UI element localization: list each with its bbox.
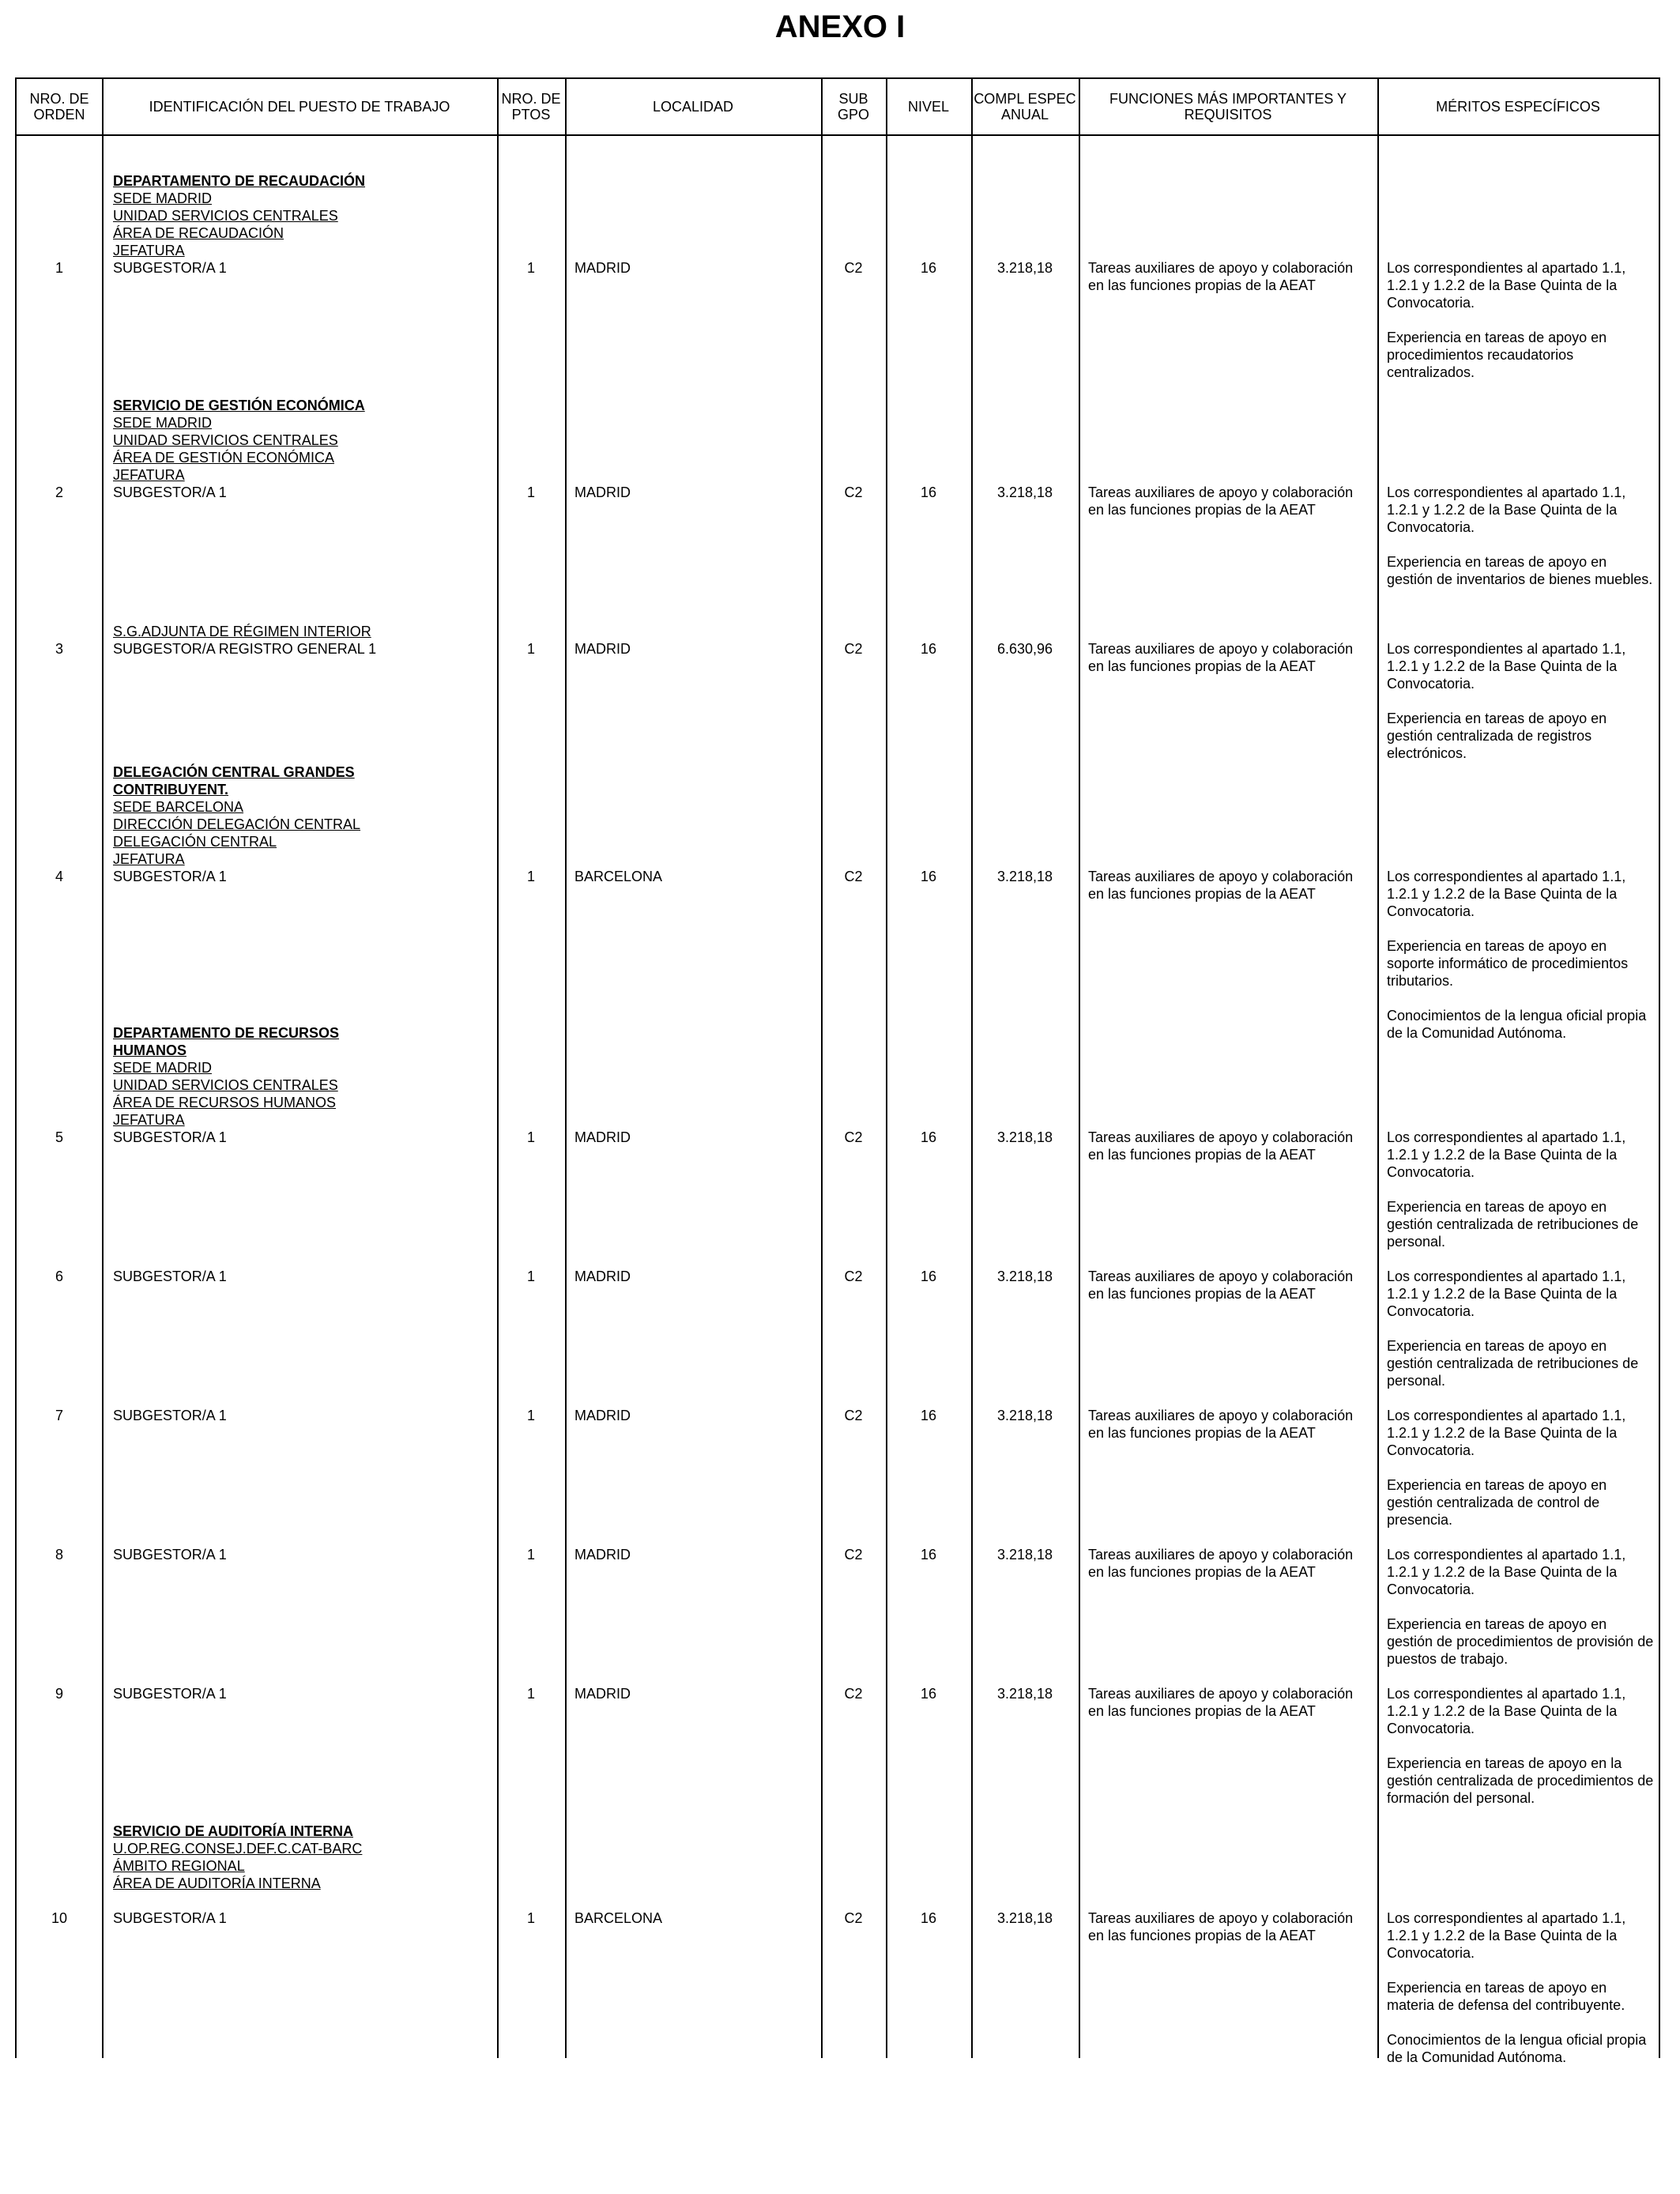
unit-line: JEFATURA [113,467,185,483]
column-divider [821,79,823,2058]
cell-orden: 2 [55,484,63,500]
cell-nivel: 16 [920,1686,937,1702]
unit-line: SEDE MADRID [113,190,213,206]
unit-heading: SERVICIO DE AUDITORÍA INTERNA [113,1823,354,1839]
cell-ptos: 1 [526,1408,535,1423]
cell-localidad: BARCELONA [574,1910,663,1926]
unit-line: JEFATURA [113,1112,185,1128]
cell-ptos: 1 [526,260,535,276]
merit-paragraph: Los correspondientes al apartado 1.1, 1.2.1 y 1.2.2 de la Base Quinta de la Convocatoria. [1387,1129,1626,1180]
cell-subgpo: C2 [844,1686,863,1702]
header-nivel: NIVEL [907,99,950,115]
merit-paragraph: Experiencia en tareas de apoyo en la gestión centralizada de procedimientos de formación del personal. [1387,1755,1654,1806]
cell-ptos: 1 [526,1269,535,1284]
unit-line: UNIDAD SERVICIOS CENTRALES [113,1077,338,1093]
cell-subgpo: C2 [844,1129,863,1145]
cell-nivel: 16 [920,260,937,276]
merit-paragraph: Los correspondientes al apartado 1.1, 1.2.1 y 1.2.2 de la Base Quinta de la Convocatoria. [1387,1910,1626,1961]
puesto-name: SUBGESTOR/A 1 [113,1686,227,1702]
cell-localidad: MADRID [574,1547,631,1563]
cell-nivel: 16 [920,1408,937,1423]
unit-heading: DEPARTAMENTO DE RECURSOS HUMANOS [113,1025,340,1058]
page-title: ANEXO I [774,9,906,44]
cell-nivel: 16 [920,1910,937,1926]
cell-compl: 6.630,96 [996,641,1053,657]
column-divider [497,79,499,2058]
unit-line: UNIDAD SERVICIOS CENTRALES [113,432,338,448]
cell-subgpo: C2 [844,484,863,500]
cell-meritos [1387,1407,1656,1546]
cell-localidad: MADRID [574,1686,631,1702]
table-header [17,79,1659,136]
cell-funciones: Tareas auxiliares de apoyo y colaboración en las funciones propias de la AEAT [1088,1408,1354,1441]
merit-paragraph: Los correspondientes al apartado 1.1, 1.2.1 y 1.2.2 de la Base Quinta de la Convocatoria. [1387,641,1626,692]
unit-line: S.G.ADJUNTA DE RÉGIMEN INTERIOR [113,624,371,639]
cell-funciones: Tareas auxiliares de apoyo y colaboración en las funciones propias de la AEAT [1088,1910,1354,1943]
cell-ptos: 1 [526,1547,535,1563]
cell-compl: 3.218,18 [996,1686,1053,1702]
merit-paragraph: Los correspondientes al apartado 1.1, 1.2.1 y 1.2.2 de la Base Quinta de la Convocatoria. [1387,1686,1626,1736]
cell-localidad: MADRID [574,1129,631,1145]
column-divider [886,79,887,2058]
puesto-name: SUBGESTOR/A 1 [113,1547,227,1563]
cell-localidad: MADRID [574,260,631,276]
merit-paragraph: Los correspondientes al apartado 1.1, 1.2.1 y 1.2.2 de la Base Quinta de la Convocatoria. [1387,484,1626,535]
cell-orden: 10 [51,1910,68,1926]
unit-line: ÁREA DE RECAUDACIÓN [113,225,284,241]
cell-funciones: Tareas auxiliares de apoyo y colaboración en las funciones propias de la AEAT [1088,641,1354,674]
cell-funciones: Tareas auxiliares de apoyo y colaboración en las funciones propias de la AEAT [1088,1686,1354,1719]
cell-localidad: BARCELONA [574,869,663,884]
cell-meritos [1387,484,1656,605]
cell-nivel: 16 [920,1547,937,1563]
column-divider [565,79,567,2058]
merit-paragraph: Experiencia en tareas de apoyo en gestión centralizada de control de presencia. [1387,1477,1607,1528]
unit-line: SEDE MADRID [113,1060,213,1076]
merit-paragraph: Los correspondientes al apartado 1.1, 1.2.1 y 1.2.2 de la Base Quinta de la Convocatoria. [1387,1408,1626,1458]
cell-orden: 6 [55,1269,63,1284]
cell-compl: 3.218,18 [996,869,1053,884]
cell-nivel: 16 [920,869,937,884]
cell-identificacion [113,1823,492,1927]
unit-heading: SERVICIO DE GESTIÓN ECONÓMICA [113,398,365,413]
cell-identificacion [113,623,492,658]
cell-subgpo: C2 [844,1910,863,1926]
cell-localidad: MADRID [574,484,631,500]
cell-meritos [1387,640,1656,779]
merit-paragraph: Experiencia en tareas de apoyo en materia de defensa del contribuyente. [1387,1980,1625,2013]
header-ptos: NRO. DE PTOS [501,91,561,123]
unit-heading: DEPARTAMENTO DE RECAUDACIÓN [113,173,366,189]
cell-ptos: 1 [526,1910,535,1926]
merit-paragraph: Experiencia en tareas de apoyo en procedimientos recaudatorios centralizados. [1387,330,1607,380]
cell-meritos [1387,1909,1656,2083]
cell-subgpo: C2 [844,1269,863,1284]
cell-meritos [1387,1546,1656,1685]
unit-line: DELEGACIÓN CENTRAL [113,834,277,850]
merit-paragraph: Los correspondientes al apartado 1.1, 1.2.1 y 1.2.2 de la Base Quinta de la Convocatoria. [1387,869,1626,919]
cell-funciones: Tareas auxiliares de apoyo y colaboración en las funciones propias de la AEAT [1088,1129,1354,1163]
unit-line: U.OP.REG.CONSEJ.DEF.C.CAT-BARC [113,1841,363,1857]
merit-paragraph: Los correspondientes al apartado 1.1, 1.2.1 y 1.2.2 de la Base Quinta de la Convocatoria. [1387,260,1626,311]
cell-funciones: Tareas auxiliares de apoyo y colaboración en las funciones propias de la AEAT [1088,869,1354,902]
cell-orden: 5 [55,1129,63,1145]
cell-compl: 3.218,18 [996,1408,1053,1423]
cell-compl: 3.218,18 [996,1129,1053,1145]
unit-line: ÁREA DE GESTIÓN ECONÓMICA [113,450,335,466]
puesto-name: SUBGESTOR/A REGISTRO GENERAL 1 [113,641,377,657]
cell-subgpo: C2 [844,641,863,657]
puesto-name: SUBGESTOR/A 1 [113,484,227,500]
cell-meritos [1387,1129,1656,1268]
unit-line: ÁREA DE RECURSOS HUMANOS [113,1095,337,1110]
puesto-name: SUBGESTOR/A 1 [113,260,227,276]
cell-compl: 3.218,18 [996,1910,1053,1926]
cell-ptos: 1 [526,484,535,500]
column-divider [102,79,104,2058]
unit-line: JEFATURA [113,243,185,258]
cell-meritos [1387,1268,1656,1407]
unit-line: SEDE BARCELONA [113,799,244,815]
cell-funciones: Tareas auxiliares de apoyo y colaboración en las funciones propias de la AEAT [1088,484,1354,518]
cell-ptos: 1 [526,1129,535,1145]
cell-meritos [1387,1685,1656,1824]
puesto-name: SUBGESTOR/A 1 [113,1910,227,1926]
cell-funciones: Tareas auxiliares de apoyo y colaboración en las funciones propias de la AEAT [1088,1547,1354,1580]
cell-nivel: 16 [920,1129,937,1145]
cell-nivel: 16 [920,1269,937,1284]
cell-funciones: Tareas auxiliares de apoyo y colaboración en las funciones propias de la AEAT [1088,260,1354,293]
cell-meritos [1387,868,1656,1059]
puesto-name: SUBGESTOR/A 1 [113,869,227,884]
merit-paragraph: Los correspondientes al apartado 1.1, 1.2.1 y 1.2.2 de la Base Quinta de la Convocatoria. [1387,1547,1626,1597]
cell-funciones: Tareas auxiliares de apoyo y colaboración en las funciones propias de la AEAT [1088,1269,1354,1302]
cell-identificacion [113,397,492,501]
cell-compl: 3.218,18 [996,1547,1053,1563]
cell-subgpo: C2 [844,1408,863,1423]
cell-subgpo: C2 [844,260,863,276]
cell-compl: 3.218,18 [996,260,1053,276]
header-compl: COMPL ESPEC ANUAL [974,91,1076,123]
merit-paragraph: Experiencia en tareas de apoyo en gestión centralizada de registros electrónicos. [1387,711,1607,761]
cell-orden: 9 [55,1686,63,1702]
cell-nivel: 16 [920,484,937,500]
cell-identificacion [113,1685,492,1702]
cell-identificacion [113,1024,492,1146]
positions-table [15,77,1660,2065]
cell-orden: 3 [55,641,63,657]
cell-identificacion [113,763,492,885]
cell-localidad: MADRID [574,1408,631,1423]
puesto-name: SUBGESTOR/A 1 [113,1129,227,1145]
cell-identificacion [113,1407,492,1424]
unit-line: JEFATURA [113,851,185,867]
unit-line: ÁREA DE AUDITORÍA INTERNA [113,1875,321,1891]
merit-paragraph: Conocimientos de la lengua oficial propia de la Comunidad Autónoma. [1387,2032,1647,2065]
header-meritos: MÉRITOS ESPECÍFICOS [1436,99,1600,115]
cell-subgpo: C2 [844,869,863,884]
merit-paragraph: Experiencia en tareas de apoyo en gestión de procedimientos de provisión de puestos de trabajo. [1387,1616,1654,1667]
cell-localidad: MADRID [574,1269,631,1284]
merit-paragraph: Experiencia en tareas de apoyo en gestión centralizada de retribuciones de personal. [1387,1338,1639,1389]
merit-paragraph: Los correspondientes al apartado 1.1, 1.2.1 y 1.2.2 de la Base Quinta de la Convocatoria. [1387,1269,1626,1319]
column-divider [1079,79,1080,2058]
cell-subgpo: C2 [844,1547,863,1563]
merit-paragraph: Experiencia en tareas de apoyo en gestión centralizada de retribuciones de personal. [1387,1199,1639,1250]
header-subgpo: SUB GPO [837,91,869,123]
cell-orden: 1 [55,260,63,276]
cell-identificacion [113,1546,492,1563]
cell-identificacion [113,1268,492,1285]
unit-line: DIRECCIÓN DELEGACIÓN CENTRAL [113,816,361,832]
cell-ptos: 1 [526,869,535,884]
column-divider [971,79,973,2058]
unit-line: UNIDAD SERVICIOS CENTRALES [113,208,338,224]
merit-paragraph: Experiencia en tareas de apoyo en soporte informático de procedimientos tributarios. [1387,938,1629,989]
column-divider [1377,79,1379,2058]
cell-nivel: 16 [920,641,937,657]
unit-line: SEDE MADRID [113,415,213,431]
cell-compl: 3.218,18 [996,484,1053,500]
cell-compl: 3.218,18 [996,1269,1053,1284]
unit-line: ÁMBITO REGIONAL [113,1858,245,1874]
cell-orden: 7 [55,1408,63,1423]
merit-paragraph: Conocimientos de la lengua oficial propia de la Comunidad Autónoma. [1387,1008,1647,1041]
header-orden: NRO. DE ORDEN [29,91,89,123]
cell-identificacion [113,172,492,277]
spacer [113,1892,492,1909]
merit-paragraph: Experiencia en tareas de apoyo en gestión de inventarios de bienes muebles. [1387,554,1653,587]
puesto-name: SUBGESTOR/A 1 [113,1269,227,1284]
header-localidad: LOCALIDAD [652,99,734,115]
cell-ptos: 1 [526,1686,535,1702]
header-funciones: FUNCIONES MÁS IMPORTANTES Y REQUISITOS [1109,91,1347,123]
cell-orden: 4 [55,869,63,884]
header-identificacion: IDENTIFICACIÓN DEL PUESTO DE TRABAJO [149,99,450,115]
cell-meritos [1387,259,1656,398]
cell-orden: 8 [55,1547,63,1563]
unit-heading: DELEGACIÓN CENTRAL GRANDES CONTRIBUYENT. [113,764,355,797]
puesto-name: SUBGESTOR/A 1 [113,1408,227,1423]
cell-ptos: 1 [526,641,535,657]
cell-localidad: MADRID [574,641,631,657]
